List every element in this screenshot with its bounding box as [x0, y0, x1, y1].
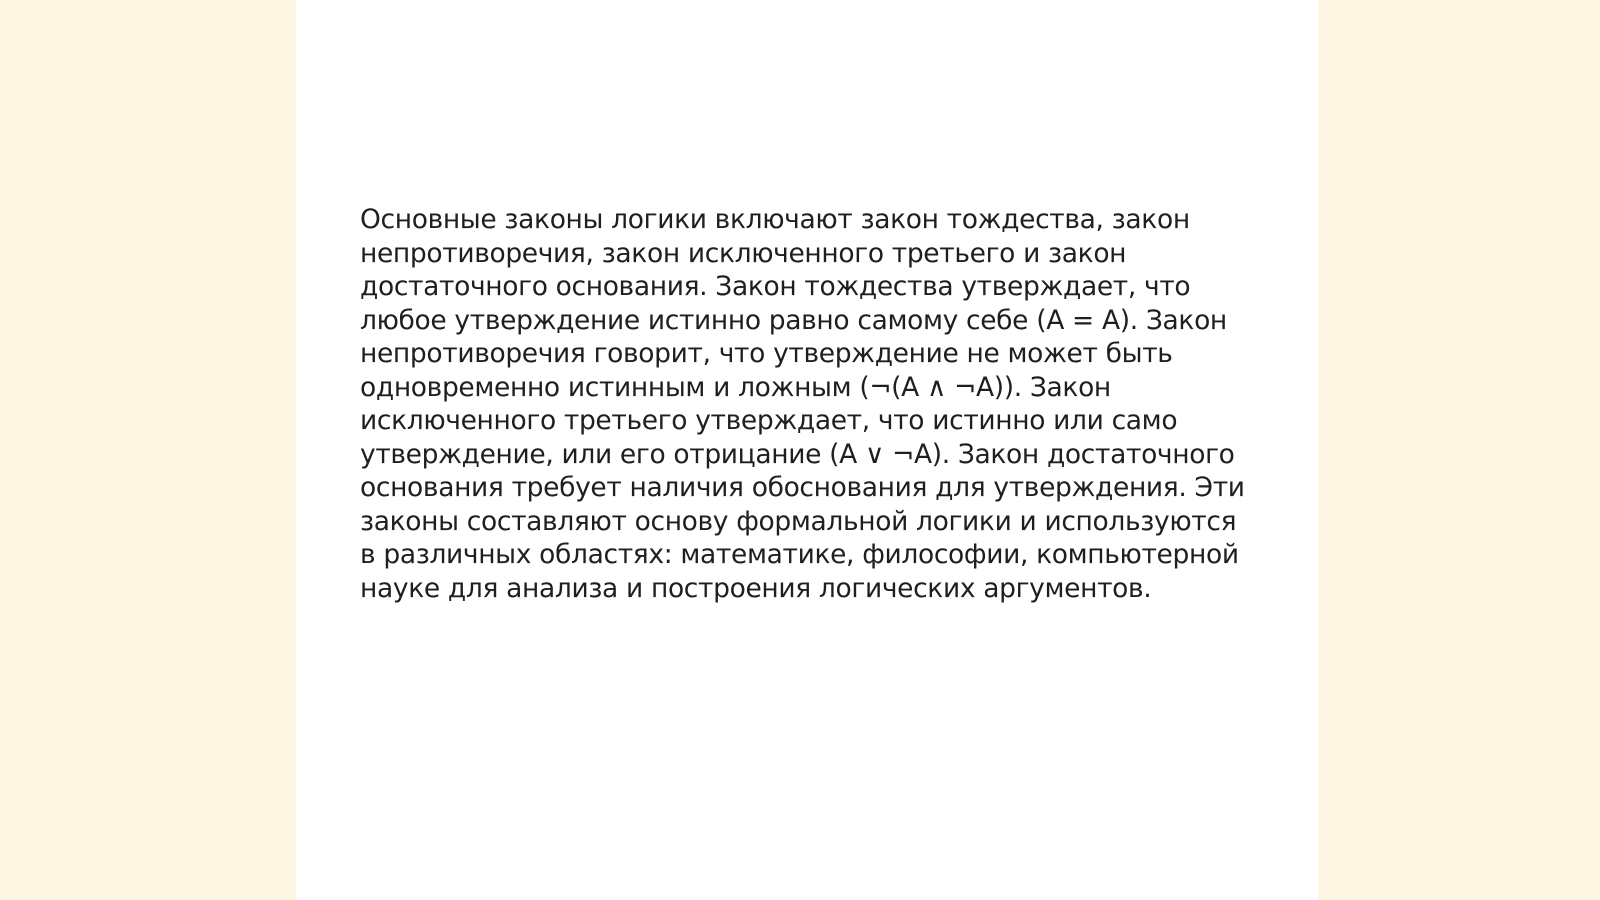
paragraph-line: непротиворечия, закон исключенного третьего и закон — [360, 237, 1127, 269]
paragraph-line: Основные законы логики включают закон тождества, закон — [360, 204, 1190, 235]
paragraph-line: одновременно истинным и ложным (¬(A ∧ ¬A)). Закон — [360, 371, 1111, 403]
paragraph-line: любое утверждение истинно равно самому себе (A = A). Закон — [360, 304, 1227, 336]
paragraph-line: достаточного основания. Закон тождества утверждает, что — [360, 271, 1191, 302]
document-page — [296, 0, 1318, 900]
paragraph-line: науке для анализа и построения логических аргументов. — [360, 572, 1152, 604]
paragraph-line: законы составляют основу формальной логики и используются — [360, 505, 1237, 537]
body-paragraph — [360, 203, 1260, 605]
paragraph-line: утверждение, или его отрицание (A ∨ ¬A). Закон достаточного — [360, 438, 1235, 470]
paragraph-line: исключенного третьего утверждает, что истинно или само — [360, 405, 1178, 436]
paragraph-line: в различных областях: математике, философии, компьютерной — [360, 539, 1239, 570]
paragraph-line: непротиворечия говорит, что утверждение не может быть — [360, 338, 1173, 369]
paragraph-line: основания требует наличия обоснования для утверждения. Эти — [360, 472, 1245, 503]
